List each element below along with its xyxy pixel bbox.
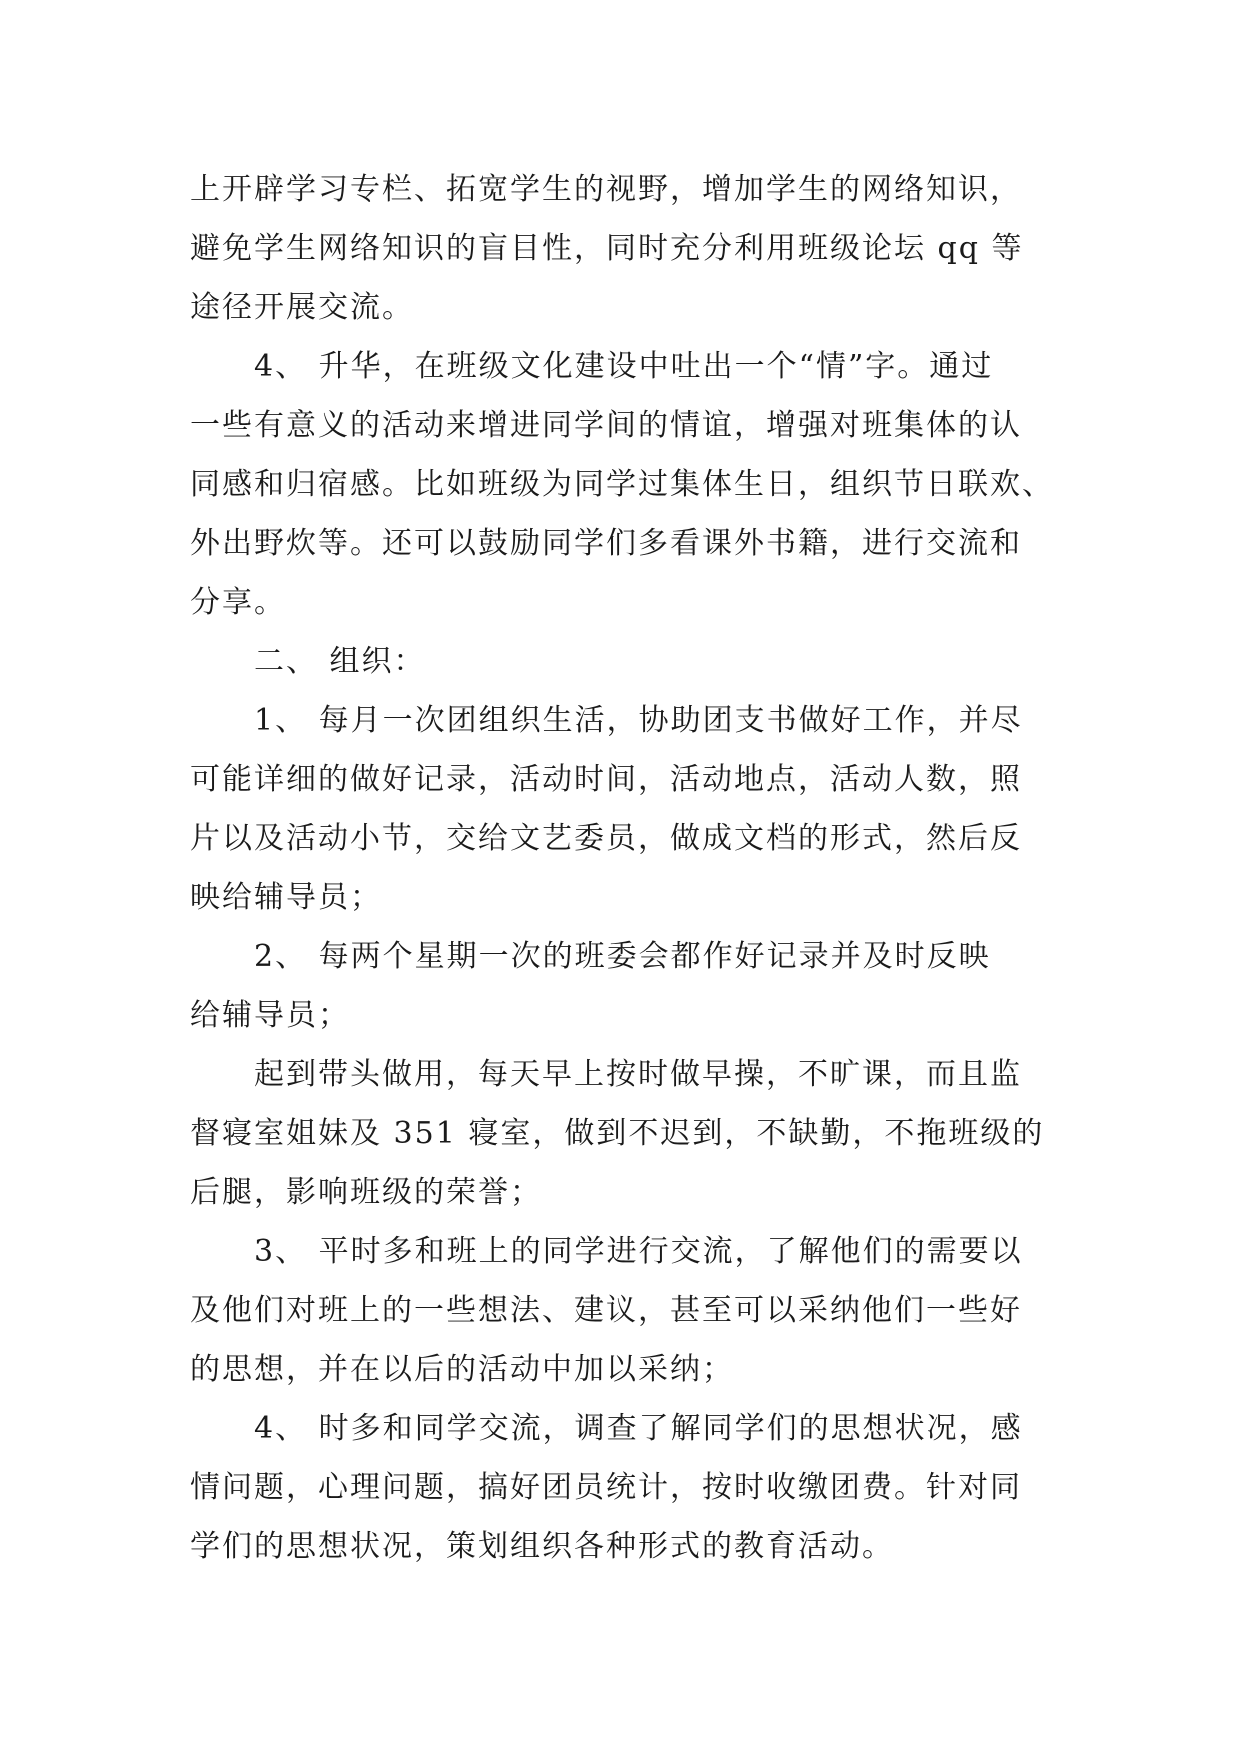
text-line: 途径开展交流。 xyxy=(190,290,414,325)
text-line: 后腿，影响班级的荣誉； xyxy=(190,1175,542,1210)
paragraph-start-line: 3、 平时多和班上的同学进行交流，了解他们的需要以 xyxy=(254,1234,1023,1269)
text-line: 学们的思想状况，策划组织各种形式的教育活动。 xyxy=(190,1529,894,1564)
text-line: 同感和归宿感。比如班级为同学过集体生日，组织节日联欢、 xyxy=(190,467,1054,502)
text-line: 情问题，心理问题，搞好团员统计，按时收缴团费。针对同 xyxy=(190,1470,1022,1505)
paragraph-start-line: 4、 升华，在班级文化建设中吐出一个“情”字。通过 xyxy=(254,349,994,384)
text-line: 外出野炊等。还可以鼓励同学们多看课外书籍，进行交流和 xyxy=(190,526,1022,561)
text-line: 一些有意义的活动来增进同学间的情谊，增强对班集体的认 xyxy=(190,408,1022,443)
text-line: 督寝室姐妹及 351 寝室，做到不迟到，不缺勤，不拖班级的 xyxy=(190,1116,1045,1151)
paragraph-start-line: 2、 每两个星期一次的班委会都作好记录并及时反映 xyxy=(254,939,991,974)
text-line: 可能详细的做好记录，活动时间，活动地点，活动人数，照 xyxy=(190,762,1022,797)
section-heading: 二、 组织： xyxy=(254,644,426,679)
text-line: 及他们对班上的一些想法、建议，甚至可以采纳他们一些好 xyxy=(190,1293,1022,1328)
text-line: 片以及活动小节，交给文艺委员，做成文档的形式，然后反 xyxy=(190,821,1022,856)
text-line: 分享。 xyxy=(190,585,286,620)
text-line: 上开辟学习专栏、拓宽学生的视野，增加学生的网络知识， xyxy=(190,172,1022,207)
text-line: 映给辅导员； xyxy=(190,880,382,915)
paragraph-start-line: 4、 时多和同学交流，调查了解同学们的思想状况，感 xyxy=(254,1411,1023,1446)
document-body xyxy=(190,160,1054,1576)
paragraph-start-line: 1、 每月一次团组织生活，协助团支书做好工作，并尽 xyxy=(254,703,1023,738)
text-line: 给辅导员； xyxy=(190,998,350,1033)
text-line: 避免学生网络知识的盲目性，同时充分利用班级论坛 qq 等 xyxy=(190,231,1024,266)
text-line: 的思想，并在以后的活动中加以采纳； xyxy=(190,1352,734,1387)
paragraph-start-line: 起到带头做用，每天早上按时做早操，不旷课，而且监 xyxy=(254,1057,1022,1092)
